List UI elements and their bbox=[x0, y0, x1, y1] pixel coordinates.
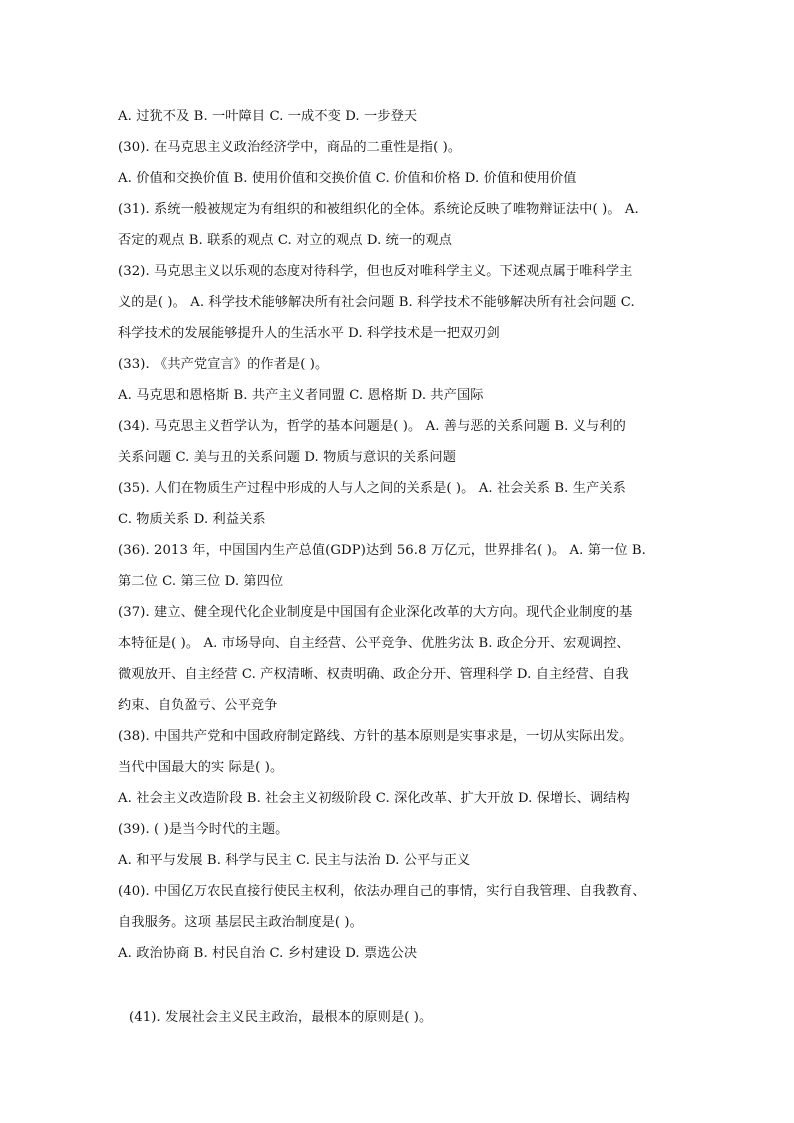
text-line: (34). 马克思主义哲学认为，哲学的基本问题是( )。 A. 善与恶的关系问题 B. 义与利的 bbox=[118, 419, 626, 434]
text-line: (39). ( )是当今时代的主题。 bbox=[118, 822, 289, 837]
text-line: (31). 系统一般被规定为有组织的和被组织化的全体。系统论反映了唯物辩证法中( )。 A. bbox=[118, 202, 639, 217]
text-line: A. 和平与发展 B. 科学与民主 C. 民主与法治 D. 公平与正义 bbox=[118, 853, 471, 868]
text-line: 当代中国最大的实 际是( )。 bbox=[118, 760, 284, 775]
text-line: 科学技术的发展能够提升人的生活水平 D. 科学技术是一把双刃剑 bbox=[118, 326, 500, 341]
text-line: A. 马克思和恩格斯 B. 共产主义者同盟 C. 恩格斯 D. 共产国际 bbox=[118, 388, 484, 403]
text-line: (40). 中国亿万农民直接行使民主权利，依法办理自己的事情，实行自我管理、自我教育、 bbox=[118, 884, 646, 899]
text-line: (35). 人们在物质生产过程中形成的人与人之间的关系是( )。 A. 社会关系 B. 生产关系 bbox=[118, 481, 626, 496]
text-line: 本特征是( )。 A. 市场导向、自主经营、公平竞争、优胜劣汰 B. 政企分开、宏观调控、 bbox=[118, 636, 630, 651]
text-line: A. 社会主义改造阶段 B. 社会主义初级阶段 C. 深化改革、扩大开放 D. 保增长、调结构 bbox=[118, 791, 630, 806]
text-line: C. 物质关系 D. 利益关系 bbox=[118, 512, 266, 527]
text-line: (33). 《共产党宣言》的作者是( )。 bbox=[118, 357, 329, 372]
text-line: A. 过犹不及 B. 一叶障目 C. 一成不变 D. 一步登天 bbox=[118, 109, 418, 124]
text-line: 第二位 C. 第三位 D. 第四位 bbox=[118, 574, 284, 589]
text-line: 自我服务。这项 基层民主政治制度是( )。 bbox=[118, 915, 363, 930]
text-line: 微观放开、自主经营 C. 产权清晰、权责明确、政企分开、管理科学 D. 自主经营、自我 bbox=[118, 667, 629, 682]
text-line: 义的是( )。 A. 科学技术能够解决所有社会问题 B. 科学技术不能够解决所有社会问题 C. bbox=[118, 295, 635, 310]
text-line: A. 价值和交换价值 B. 使用价值和交换价值 C. 价值和价格 D. 价值和使用价值 bbox=[118, 171, 577, 186]
text-line: (37). 建立、健全现代化企业制度是中国国有企业深化改革的大方向。现代企业制度的基 bbox=[118, 605, 633, 620]
text-line-last: (41). 发展社会主义民主政治，最根本的原则是( )。 bbox=[129, 1010, 433, 1025]
text-line: (38). 中国共产党和中国政府制定路线、方针的基本原则是实事求是，一切从实际出发。 bbox=[118, 729, 633, 744]
text-line: A. 政治协商 B. 村民自治 C. 乡村建设 D. 票选公决 bbox=[118, 946, 418, 961]
text-line: (36). 2013 年，中国国内生产总值(GDP)达到 56.8 万亿元，世界排名( )。 A. 第一位 B. bbox=[118, 543, 646, 558]
text-line: 关系问题 C. 美与丑的关系问题 D. 物质与意识的关系问题 bbox=[118, 450, 456, 465]
text-line: 否定的观点 B. 联系的观点 C. 对立的观点 D. 统一的观点 bbox=[118, 233, 453, 248]
question-text-block bbox=[118, 101, 678, 1033]
paragraph-gap bbox=[118, 969, 678, 1002]
text-line: (30). 在马克思主义政治经济学中，商品的二重性是指( )。 bbox=[118, 140, 462, 155]
text-line: (32). 马克思主义以乐观的态度对待科学，但也反对唯科学主义。下述观点属于唯科学主 bbox=[118, 264, 633, 279]
text-line: 约束、自负盈亏、公平竞争 bbox=[118, 698, 278, 713]
